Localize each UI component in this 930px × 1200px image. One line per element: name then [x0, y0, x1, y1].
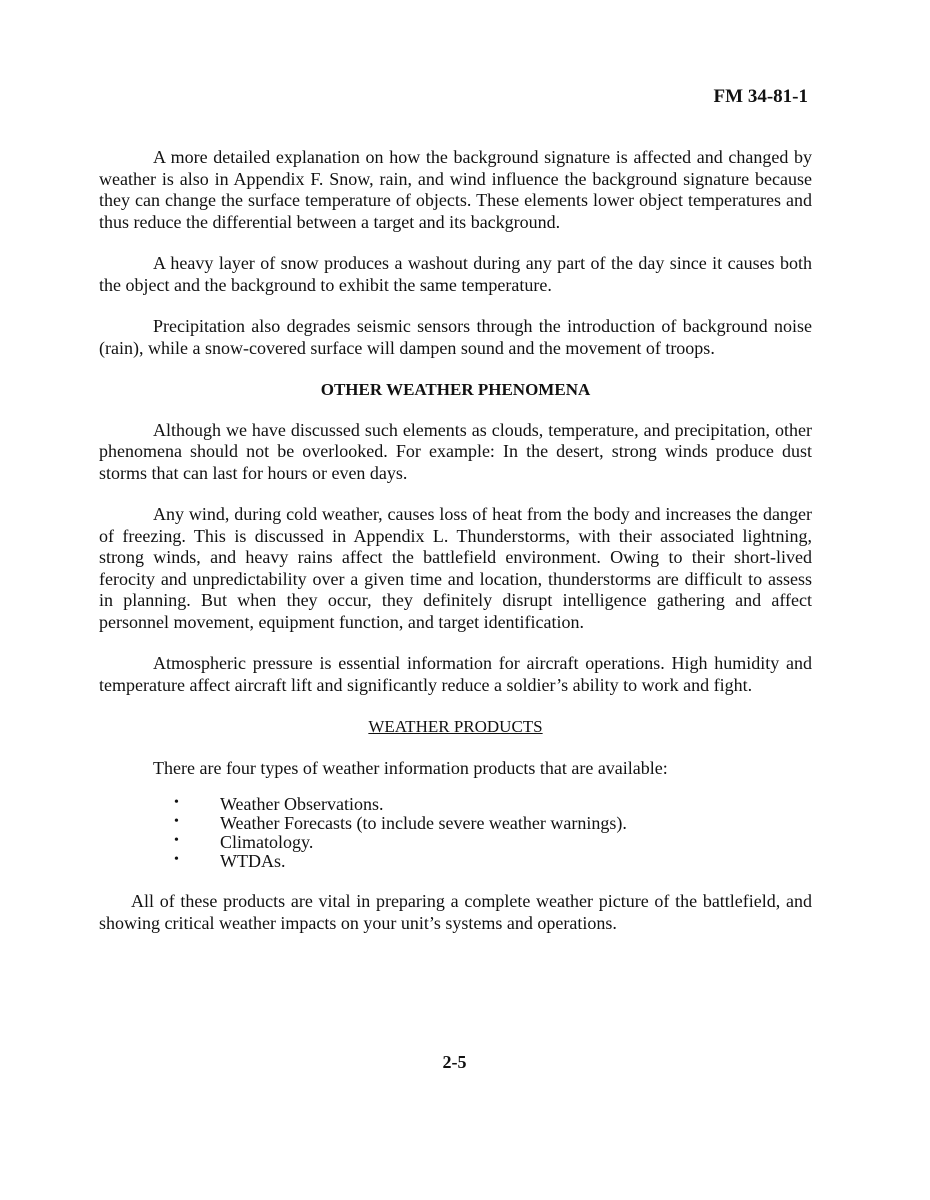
paragraph: Precipitation also degrades seismic sensors through the introduction of background noise (rain), while a snow-covered surface will dampen sound and the movement of troops.: [99, 316, 812, 358]
weather-products-list: [99, 795, 812, 871]
list-item: [99, 852, 812, 871]
bullet-icon: •: [174, 852, 179, 867]
bullet-icon: •: [174, 814, 179, 829]
section-heading-weather-products: WEATHER PRODUCTS: [368, 717, 543, 736]
paragraph: Atmospheric pressure is essential information for aircraft operations. High humidity and temperature affect aircraft lift and significantly reduce a soldier’s ability to work and fight.: [99, 653, 812, 695]
list-item-text: Climatology.: [220, 832, 314, 852]
paragraph: A more detailed explanation on how the background signature is affected and changed by weather is also in Appendix F. Snow, rain, and wind influence the background signature because they can change the surface temperature of objects. These elements lower object temperatures and thus reduce the differential between a target and its background.: [99, 147, 812, 232]
paragraph: Any wind, during cold weather, causes loss of heat from the body and increases the danger of freezing. This is discussed in Appendix L. Thunderstorms, with their associated lightning, strong winds, and heavy rains affect the battlefield environment. Owing to their short-lived ferocity and unpredictability over a given time and location, thunderstorms are difficult to assess in planning. But when they occur, they definitely disrupt intelligence gathering and affect personnel movement, equipment function, and target identification.: [99, 504, 812, 632]
page-number: 2-5: [442, 1052, 467, 1072]
closing-paragraph: All of these products are vital in preparing a complete weather picture of the battlefield, and showing critical weather impacts on your unit’s systems and operations.: [99, 891, 812, 933]
list-item-text: Weather Observations.: [220, 794, 384, 814]
list-item-text: WTDAs.: [220, 851, 286, 871]
list-item: [99, 833, 812, 852]
section-heading-other-weather-phenomena: OTHER WEATHER PHENOMENA: [320, 380, 591, 399]
paragraph: Although we have discussed such elements as clouds, temperature, and precipitation, other phenomena should not be overlooked. For example: In the desert, strong winds produce dust storms that can last for hours or even days.: [99, 419, 812, 483]
document-id: FM 34-81-1: [713, 86, 808, 107]
list-item: [99, 795, 812, 814]
list-item-text: Weather Forecasts (to include severe weather warnings).: [220, 813, 627, 833]
bullet-icon: •: [174, 795, 179, 810]
list-item: [99, 814, 812, 833]
bullet-icon: •: [174, 833, 179, 848]
list-intro: There are four types of weather information products that are available:: [153, 757, 668, 778]
page-body: [99, 147, 812, 934]
paragraph: A heavy layer of snow produces a washout during any part of the day since it causes both the object and the background to exhibit the same temperature.: [99, 253, 812, 295]
